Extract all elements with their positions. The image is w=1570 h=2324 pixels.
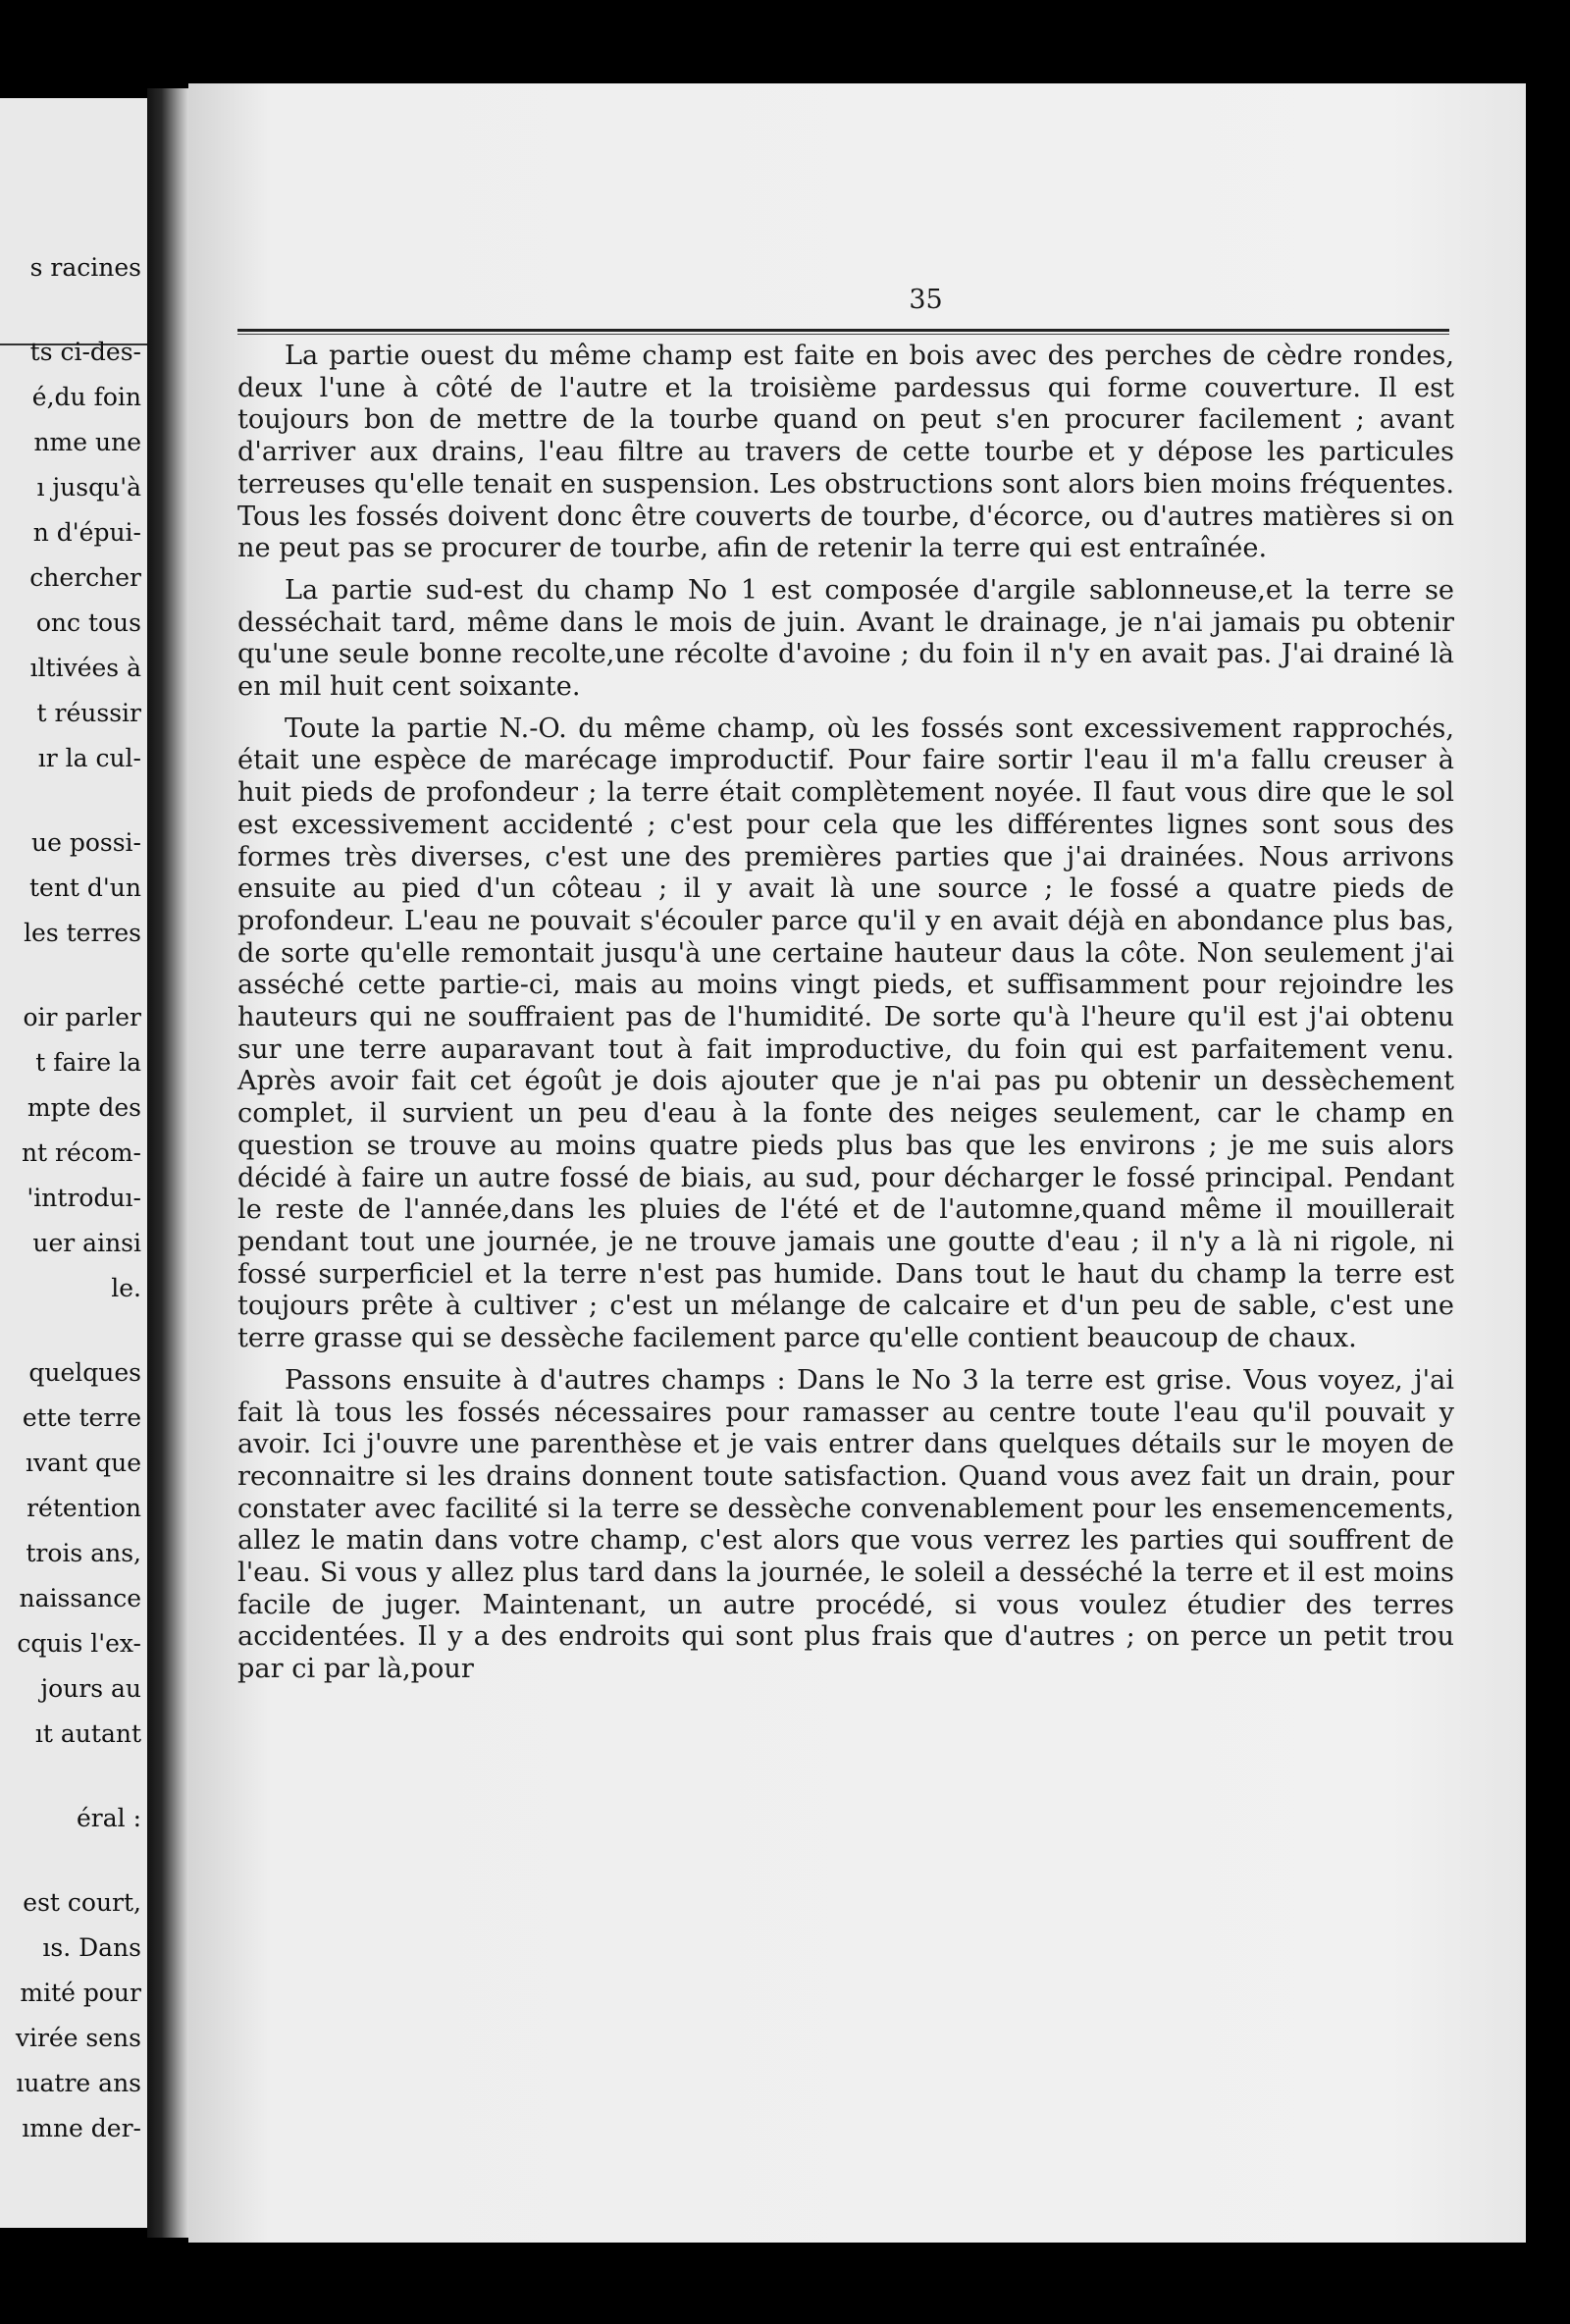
facing-page-line: jours au: [40, 1674, 141, 1703]
facing-page-line: onc tous: [35, 608, 141, 637]
facing-page-line: naissance: [19, 1584, 141, 1612]
facing-page-line: s racines: [29, 253, 141, 282]
facing-page-line: oir parler: [23, 1003, 141, 1031]
facing-page-line: n d'épui-: [32, 518, 141, 547]
facing-page-line: mpte des: [26, 1093, 141, 1122]
facing-page-line: t réussir: [36, 699, 141, 727]
facing-page-line: chercher: [29, 563, 141, 592]
facing-page-line: ue possi-: [31, 828, 141, 857]
facing-page-line: éral :: [76, 1804, 141, 1832]
facing-page-line: virée sens: [15, 2024, 141, 2052]
paragraph: La partie sud-est du champ No 1 est composée d'argile sablonneuse,et la terre se desséchait tard, même dans le mois de juin. Avant le drainage, je n'ai jamais pu obtenir qu'une seule bonne recolte,une récolte d'avoine ; du foin il n'y en avait pas. J'ai drainé là en mil huit cent soixante.: [237, 574, 1454, 703]
facing-page-line: ıs. Dans: [42, 1933, 141, 1962]
facing-page-line: les terres: [24, 919, 141, 947]
facing-page-line: mité pour: [20, 1979, 141, 2007]
page: [188, 83, 1526, 2243]
facing-page-line: tent d'un: [28, 873, 141, 902]
facing-page-line: ıt autant: [34, 1719, 141, 1748]
facing-page-line: ette terre: [22, 1403, 141, 1432]
facing-page-line: le.: [111, 1274, 141, 1302]
header-rule: [237, 329, 1449, 335]
facing-page-line: 'introduı-: [26, 1184, 141, 1212]
paragraph: Toute la partie N.-O. du même champ, où les fossés sont excessivement rapprochés, était une espèce de marécage improductif. Pour faire sortir l'eau il m'a fallu creuser à huit pieds de profondeur ; la terre était complètement noyée. Il faut vous dire que le sol est excessivement accidenté ; c'est pour cela que les différentes lignes sont sous des formes très diverses, c'est une des premières parties que j'ai drainées. Nous arrivons ensuite au pied d'un côteau ; il y avait là une source ; le fossé a quatre pieds de profondeur. L'eau ne pouvait s'écouler parce qu'il y en avait déjà en abondance plus bas, de sorte qu'elle remontait jusqu'à une certaine hauteur daus la côte. Non seulement j'ai asséché cette partie-ci, mais au moins vingt pieds, et suffisamment pour rejoindre les hauteurs qui ne souffraient pas de l'humidité. De sorte qu'à l'heure qu'il est j'ai obtenu sur une terre auparavant tout à fait improductive, du foin qui est parfaitement venu. Après avoir fait cet égoût je dois ajouter que je n'ai pas pu obtenir un dessèchement complet, il survient un peu d'eau à la fonte des neiges seulement, car le champ en question se trouve au moins quatre pieds plus bas que les environs ; je me suis alors décidé à faire un autre fossé de biais, au sud, pour décharger le fossé principal. Pendant le reste de l'année,dans les pluies de l'été et de l'automne,quand même il mouillerait pendant tout une journée, je ne trouve jamais une goutte d'eau ; il n'y a là ni rigole, ni fossé surperficiel et la terre n'est pas humide. Dans tout le haut du champ la terre est toujours prête à cultiver ; c'est un mélange de calcaire et d'un peu de sable, c'est une terre grasse qui se dessèche facilement parce qu'elle contient beaucoup de chaux.: [237, 713, 1454, 1354]
facing-page-line: ır la cul-: [37, 744, 141, 772]
page-number: 35: [909, 285, 943, 315]
facing-page-line: nme une: [33, 428, 141, 456]
book-gutter: [147, 88, 188, 2238]
paragraph: La partie ouest du même champ est faite en bois avec des perches de cèdre rondes, deux l'une à côté de l'autre et la troisième pardessus qui forme couverture. Il est toujours bon de mettre de la tourbe quand on peut s'en procurer facilement ; avant d'arriver aux drains, l'eau filtre au travers de cette tourbe et y dépose les particules terreuses qu'elle tenait en suspension. Les obstructions sont alors bien moins fréquentes. Tous les fossés doivent donc être couverts de tourbe, d'écorce, ou d'autres matières si on ne peut pas se procurer de tourbe, afin de retenir la terre qui est entraînée.: [237, 341, 1454, 564]
body-text: [237, 341, 1454, 1686]
facing-page-line: ıvant que: [25, 1449, 141, 1477]
facing-page-line: est court,: [23, 1888, 141, 1917]
facing-page-line: é,du foin: [31, 383, 141, 411]
facing-page-line: ıuatre ans: [16, 2069, 141, 2097]
facing-page-line: nt récom-: [21, 1138, 141, 1167]
facing-page-line: cquis l'ex-: [17, 1629, 141, 1658]
facing-page-line: rétention: [26, 1494, 141, 1522]
facing-page-line: uer ainsi: [32, 1229, 141, 1257]
facing-page-line: ımne der-: [22, 2114, 141, 2142]
facing-page-line: ıltivées à: [29, 654, 141, 682]
facing-page-line: trois ans,: [26, 1539, 141, 1567]
facing-page-line: ı jusqu'à: [36, 473, 141, 502]
facing-page-line: t faire la: [35, 1048, 141, 1077]
facing-page-fragment: [0, 98, 147, 2228]
facing-page-line: ts ci-des-: [29, 338, 141, 366]
paragraph: Passons ensuite à d'autres champs : Dans le No 3 la terre est grise. Vous voyez, j'ai fait là tous les fossés nécessaires pour ramasser au centre toute l'eau qu'il pouvait y avoir. Ici j'ouvre une parenthèse et je vais entrer dans quelques détails sur le moyen de reconnaitre si les drains donnent toute satisfaction. Quand vous avez fait un drain, pour constater avec facilité si la terre se dessèche convenablement pour les ensemencements, allez le matin dans votre champ, c'est alors que vous verrez les parties qui souffrent de l'eau. Si vous y allez plus tard dans la journée, le soleil a desséché la terre et il est moins facile de juger. Maintenant, un autre procédé, si vous voulez étudier des terres accidentées. Il y a des endroits qui sont plus frais que d'autres ; on perce un petit trou par ci par là,pour: [237, 1364, 1454, 1685]
facing-page-line: quelques: [28, 1358, 141, 1387]
